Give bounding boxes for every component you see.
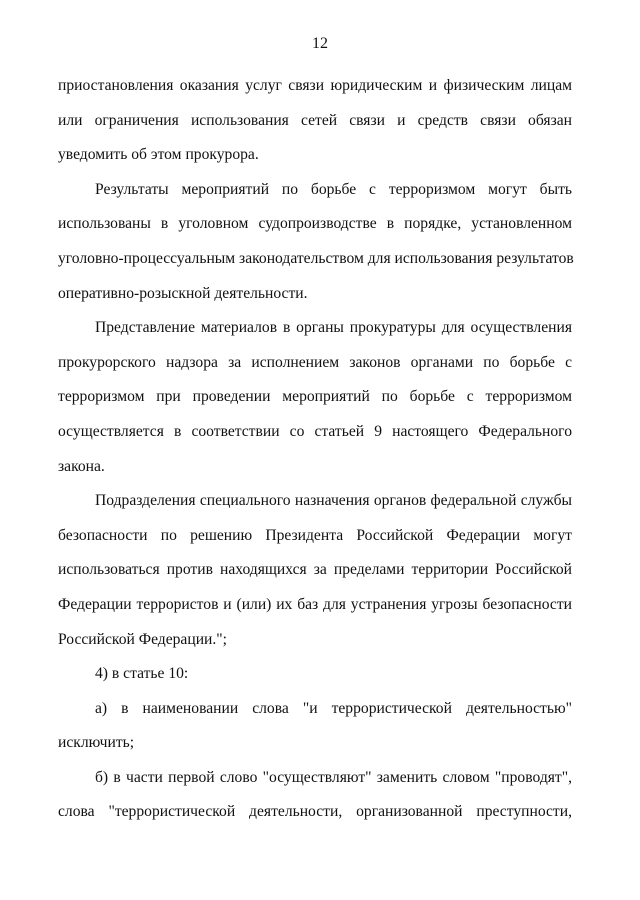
text-line: а) в наименовании слова "и террористической деятельностью" [95,699,572,717]
page-number: 12 [312,35,328,52]
text-line: безопасности по решению Президента Российской Федерации могут [58,526,572,544]
text-line: Результаты мероприятий по борьбе с терроризмом могут быть [95,180,572,198]
paragraph-3 [58,311,572,484]
text-line: прокурорского надзора за исполнением законов органами по борьбе с [58,353,572,371]
text-line: закона. [58,457,105,475]
text-line: приостановления оказания услуг связи юридическим и физическим лицам [58,77,572,94]
text-line: или ограничения использования сетей связи и средств связи обязан [58,111,572,129]
paragraph-5 [58,657,572,692]
text-line: Подразделения специального назначения органов федеральной службы [95,492,572,510]
text-line: 4) в статье 10: [95,665,189,683]
text-line: Федерации террористов и (или) их баз для устранения угрозы безопасности [58,595,572,613]
text-line: исключить; [58,734,135,752]
text-line: оперативно-розыскной деятельности. [58,284,308,302]
text-line: уголовно-процессуальным законодательством для использования результатов [58,249,574,267]
text-line: использованы в уголовном судопроизводстве в порядке, установленном [58,215,572,233]
text-line: Представление материалов в органы прокуратуры для осуществления [95,319,572,337]
document-body [58,69,572,830]
text-line: осуществляется в соответствии со статьей 9 настоящего Федерального [58,422,572,440]
paragraph-2 [58,173,572,311]
paragraph-7 [58,761,572,830]
text-line: терроризмом при проведении мероприятий по борьбе с терроризмом [58,388,572,406]
text-line: Российской Федерации."; [58,630,227,648]
paragraph-4 [58,484,572,657]
paragraph-1 [58,69,572,173]
text-line: использоваться против находящихся за пределами территории Российской [58,561,572,579]
text-line: уведомить об этом прокурора. [58,146,259,164]
paragraph-6 [58,692,572,761]
text-line: б) в части первой слово "осуществляют" заменить словом "проводят", [95,768,572,786]
text-line: слова "террористической деятельности, организованной преступности, [58,803,572,821]
